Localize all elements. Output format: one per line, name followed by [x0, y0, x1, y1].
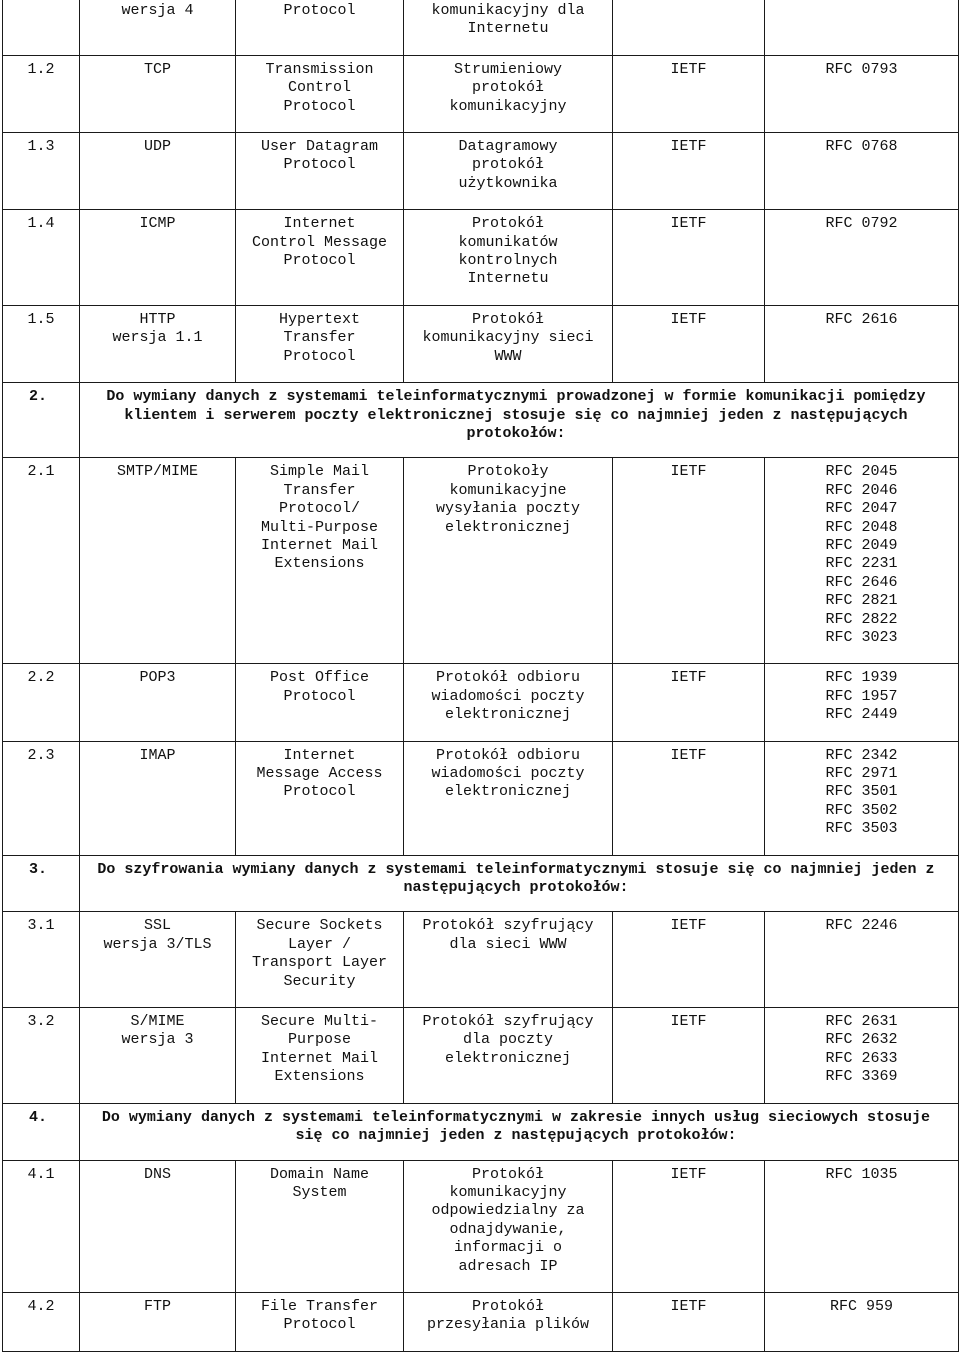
row-number: 3.2	[3, 1008, 80, 1104]
protocol-abbreviation: S/MIME wersja 3	[80, 1008, 236, 1104]
protocol-abbreviation: wersja 4	[80, 0, 236, 55]
section-heading: Do wymiany danych z systemami teleinformatycznymi prowadzonej w formie komunikacji pomiędzy klientem i serwerem poczty elektronicznej stosuje się co najmniej jeden z następujących protokołów:	[80, 383, 959, 458]
standard-organization: IETF	[613, 133, 765, 210]
table-row	[3, 664, 959, 741]
protocol-abbreviation: SMTP/MIME	[80, 458, 236, 664]
rfc-list: RFC 1035	[765, 1160, 959, 1292]
protocol-table	[2, 0, 959, 1352]
protocol-description: Protokół szyfrujący dla sieci WWW	[404, 912, 613, 1008]
standard-organization: IETF	[613, 1160, 765, 1292]
standard-organization: IETF	[613, 458, 765, 664]
protocol-description: Protokół odbioru wiadomości poczty elektronicznej	[404, 741, 613, 855]
section-number: 3.	[3, 855, 80, 912]
protocol-description: Datagramowy protokół użytkownika	[404, 133, 613, 210]
table-row	[3, 1292, 959, 1351]
protocol-name: File Transfer Protocol	[236, 1292, 404, 1351]
section-header-row	[3, 1103, 959, 1160]
rfc-list: RFC 959	[765, 1292, 959, 1351]
protocol-abbreviation: POP3	[80, 664, 236, 741]
row-number: 2.1	[3, 458, 80, 664]
protocol-name: Secure Multi- Purpose Internet Mail Extensions	[236, 1008, 404, 1104]
rfc-list: RFC 2616	[765, 305, 959, 382]
protocol-abbreviation: ICMP	[80, 210, 236, 306]
row-number: 1.4	[3, 210, 80, 306]
standard-organization: IETF	[613, 1292, 765, 1351]
row-number: 4.2	[3, 1292, 80, 1351]
section-number: 2.	[3, 383, 80, 458]
rfc-list: RFC 0792	[765, 210, 959, 306]
rfc-list	[765, 0, 959, 55]
table-row	[3, 1160, 959, 1292]
standard-organization: IETF	[613, 912, 765, 1008]
section-header-row	[3, 855, 959, 912]
protocol-name: Simple Mail Transfer Protocol/ Multi-Purpose Internet Mail Extensions	[236, 458, 404, 664]
protocol-name: Internet Control Message Protocol	[236, 210, 404, 306]
rfc-list: RFC 2342 RFC 2971 RFC 3501 RFC 3502 RFC 3503	[765, 741, 959, 855]
protocol-description: Protokół komunikacyjny odpowiedzialny za odnajdywanie, informacji o adresach IP	[404, 1160, 613, 1292]
standard-organization: IETF	[613, 55, 765, 132]
row-number: 3.1	[3, 912, 80, 1008]
section-heading: Do szyfrowania wymiany danych z systemami teleinformatycznymi stosuje się co najmniej jeden z następujących protokołów:	[80, 855, 959, 912]
protocol-name: Domain Name System	[236, 1160, 404, 1292]
protocol-description: Protokoły komunikacyjne wysyłania poczty elektronicznej	[404, 458, 613, 664]
section-number: 4.	[3, 1103, 80, 1160]
section-heading: Do wymiany danych z systemami teleinformatycznymi w zakresie innych usług sieciowych stosuje się co najmniej jeden z następujących protokołów:	[80, 1103, 959, 1160]
protocol-description: Protokół komunikacyjny sieci WWW	[404, 305, 613, 382]
standard-organization: IETF	[613, 1008, 765, 1104]
rfc-list: RFC 2246	[765, 912, 959, 1008]
table-row	[3, 305, 959, 382]
protocol-description: Protokół przesyłania plików	[404, 1292, 613, 1351]
table-row	[3, 458, 959, 664]
protocol-description: Strumieniowy protokół komunikacyjny	[404, 55, 613, 132]
rfc-list: RFC 0793	[765, 55, 959, 132]
protocol-name: Transmission Control Protocol	[236, 55, 404, 132]
protocol-abbreviation: IMAP	[80, 741, 236, 855]
rfc-list: RFC 2045 RFC 2046 RFC 2047 RFC 2048 RFC 2049 RFC 2231 RFC 2646 RFC 2821 RFC 2822 RFC 3023	[765, 458, 959, 664]
section-header-row	[3, 383, 959, 458]
protocol-abbreviation: UDP	[80, 133, 236, 210]
row-number: 1.3	[3, 133, 80, 210]
protocol-abbreviation: SSL wersja 3/TLS	[80, 912, 236, 1008]
standard-organization: IETF	[613, 210, 765, 306]
table-row	[3, 912, 959, 1008]
standard-organization	[613, 0, 765, 55]
protocol-description: Protokół szyfrujący dla poczty elektronicznej	[404, 1008, 613, 1104]
protocol-abbreviation: FTP	[80, 1292, 236, 1351]
standard-organization: IETF	[613, 741, 765, 855]
table-row	[3, 210, 959, 306]
row-number: 4.1	[3, 1160, 80, 1292]
protocol-description: komunikacyjny dla Internetu	[404, 0, 613, 55]
protocol-abbreviation: TCP	[80, 55, 236, 132]
table-row	[3, 0, 959, 55]
table-row	[3, 1008, 959, 1104]
protocol-description: Protokół odbioru wiadomości poczty elektronicznej	[404, 664, 613, 741]
rfc-list: RFC 0768	[765, 133, 959, 210]
rfc-list: RFC 2631 RFC 2632 RFC 2633 RFC 3369	[765, 1008, 959, 1104]
protocol-name: Internet Message Access Protocol	[236, 741, 404, 855]
table-row	[3, 133, 959, 210]
standard-organization: IETF	[613, 305, 765, 382]
protocol-abbreviation: HTTP wersja 1.1	[80, 305, 236, 382]
table-row	[3, 55, 959, 132]
row-number: 1.2	[3, 55, 80, 132]
row-number: 1.5	[3, 305, 80, 382]
protocol-name: Hypertext Transfer Protocol	[236, 305, 404, 382]
row-number: 2.2	[3, 664, 80, 741]
protocol-name: Post Office Protocol	[236, 664, 404, 741]
protocol-abbreviation: DNS	[80, 1160, 236, 1292]
row-number	[3, 0, 80, 55]
protocol-name: Secure Sockets Layer / Transport Layer Security	[236, 912, 404, 1008]
table-row	[3, 741, 959, 855]
standard-organization: IETF	[613, 664, 765, 741]
protocol-name: Protocol	[236, 0, 404, 55]
row-number: 2.3	[3, 741, 80, 855]
rfc-list: RFC 1939 RFC 1957 RFC 2449	[765, 664, 959, 741]
protocol-description: Protokół komunikatów kontrolnych Internetu	[404, 210, 613, 306]
protocol-name: User Datagram Protocol	[236, 133, 404, 210]
